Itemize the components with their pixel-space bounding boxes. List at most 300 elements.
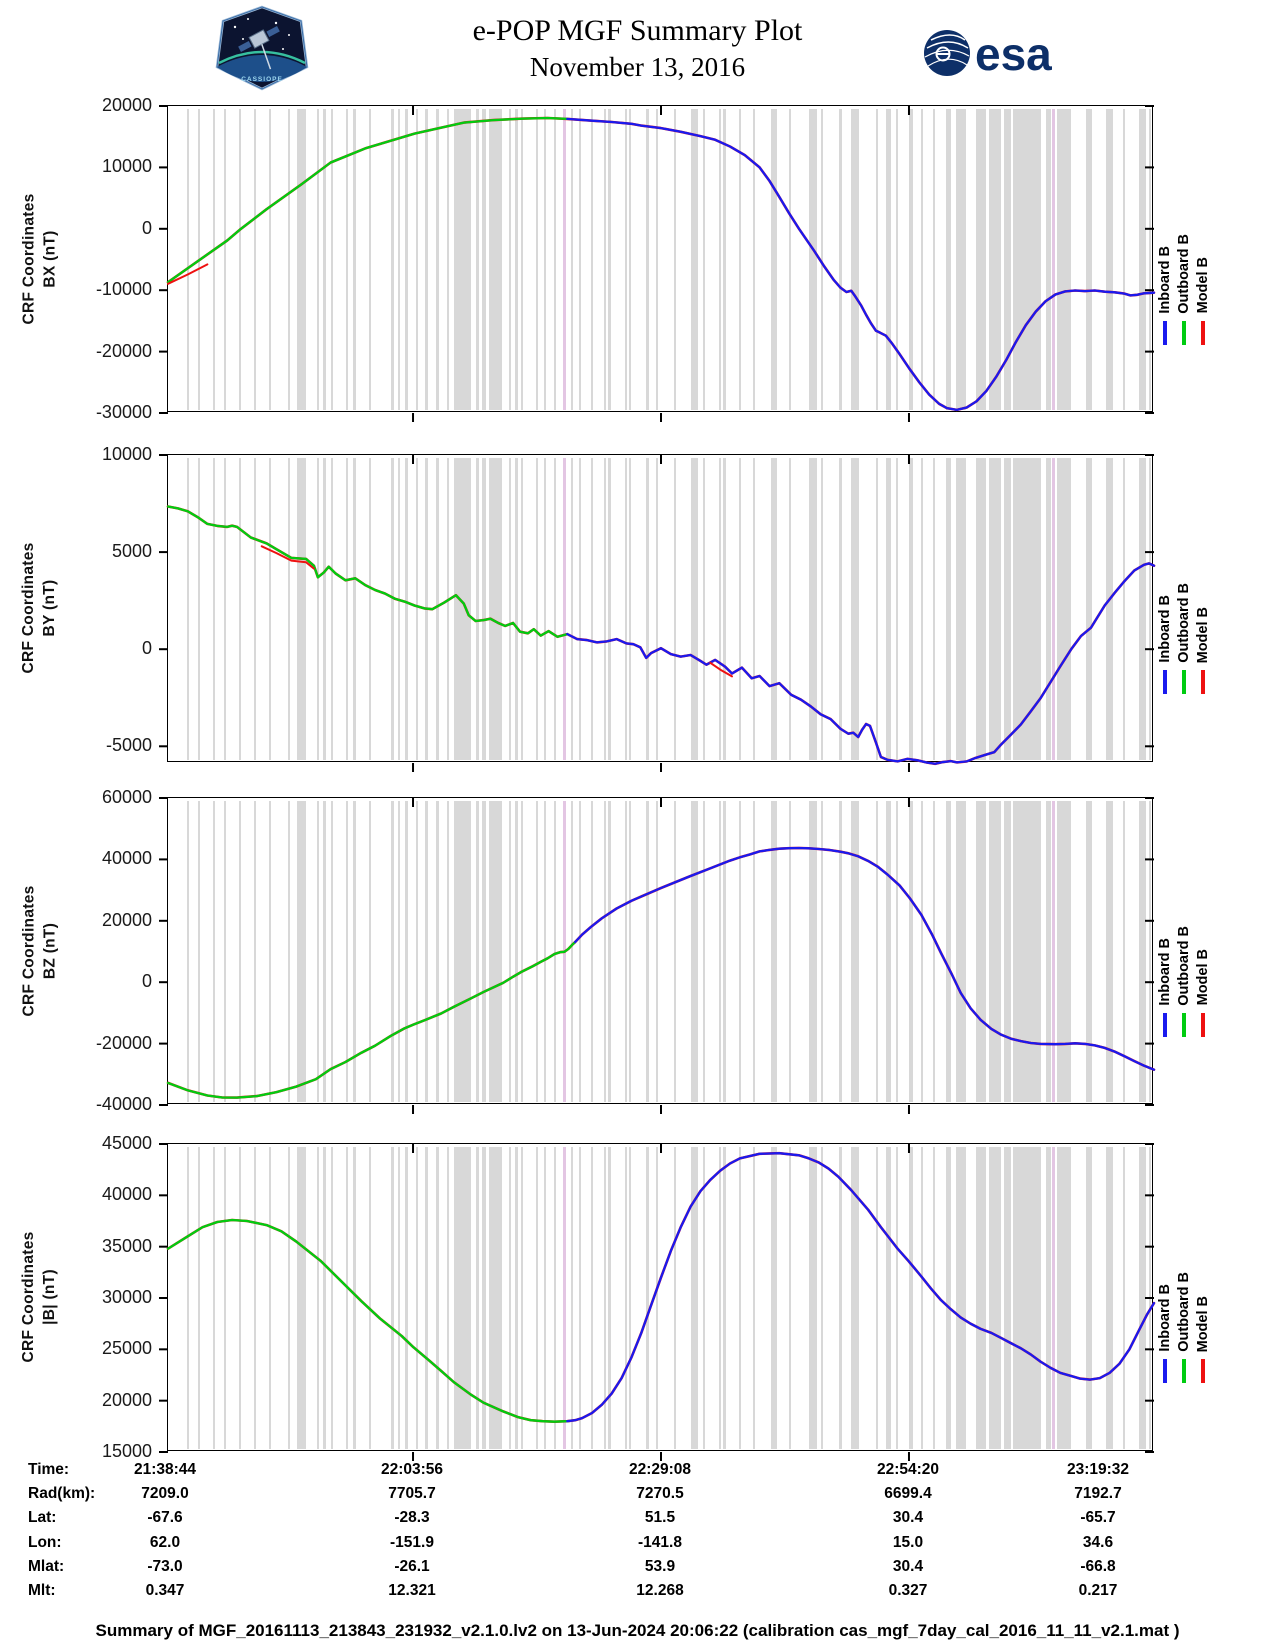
data-gap-band <box>436 1147 439 1449</box>
data-gap-band <box>515 458 518 760</box>
data-gap-band <box>331 1147 333 1449</box>
data-gap-band <box>187 801 189 1102</box>
data-gap-band <box>629 458 631 760</box>
outboard-b-curve <box>168 118 567 282</box>
table-cell: 21:38:44 <box>133 1461 197 1478</box>
data-gap-band <box>1013 801 1041 1102</box>
data-gap-band <box>1046 458 1051 760</box>
panel-bx <box>167 105 1153 412</box>
table-cell: 15.0 <box>892 1533 924 1551</box>
data-gap-band <box>674 801 676 1102</box>
table-row-label-time: Time: <box>28 1461 70 1478</box>
data-gap-band <box>771 1147 777 1449</box>
legend-by <box>1157 454 1221 762</box>
data-gap-band <box>398 801 400 1102</box>
data-gap-band <box>976 1147 986 1449</box>
data-gap-band <box>896 109 898 410</box>
data-gap-band <box>789 801 791 1102</box>
data-gap-band <box>554 458 556 760</box>
outboard-b-curve <box>168 507 567 637</box>
data-gap-band <box>317 458 319 760</box>
data-gap-band <box>239 458 241 760</box>
data-gap-band <box>425 1147 428 1449</box>
data-gap-band <box>416 1147 418 1449</box>
data-gap-band <box>719 801 721 1102</box>
data-gap-band <box>719 109 721 410</box>
y-tick-label: -20000 <box>95 1032 152 1053</box>
data-gap-band <box>317 109 319 410</box>
data-gap-band <box>719 1147 721 1449</box>
data-gap-band <box>976 801 986 1102</box>
data-gap-band <box>809 458 817 760</box>
data-gap-band <box>579 458 581 760</box>
data-gap-band <box>353 458 356 760</box>
legend-marker-model-b <box>1201 1359 1205 1383</box>
y-tick-label: 10000 <box>101 156 152 177</box>
legend-marker-outboard-b <box>1182 321 1186 345</box>
data-gap-band <box>509 458 511 760</box>
data-gap-band <box>921 109 923 410</box>
data-gap-band <box>254 1147 256 1449</box>
page-title: e-POP MGF Summary Plot <box>472 14 803 47</box>
y-tick-label: -10000 <box>95 279 152 300</box>
data-gap-band <box>554 109 556 410</box>
data-gap-band <box>989 109 1001 410</box>
event-marker-band <box>563 458 566 760</box>
data-gap-band <box>933 1147 935 1449</box>
data-gap-band <box>1004 109 1011 410</box>
data-gap-band <box>821 801 823 1102</box>
data-gap-band <box>608 1147 611 1449</box>
legend-bmag <box>1157 1143 1221 1451</box>
data-gap-band <box>921 1147 923 1449</box>
data-gap-band <box>851 801 859 1102</box>
table-cell: -66.8 <box>1080 1557 1116 1575</box>
data-gap-band <box>933 801 935 1102</box>
data-gap-band <box>544 458 546 760</box>
y-tick-label: 60000 <box>101 787 152 807</box>
data-gap-band <box>405 458 408 760</box>
table-cell: 30.4 <box>892 1557 924 1575</box>
data-gap-band <box>269 109 271 410</box>
data-gap-band <box>239 109 241 410</box>
data-gap-band <box>989 458 1001 760</box>
data-gap-band <box>297 109 306 410</box>
data-gap-band <box>933 458 935 760</box>
data-gap-band <box>656 801 658 1102</box>
data-gap-band <box>254 458 256 760</box>
data-gap-band <box>398 1147 400 1449</box>
data-gap-band <box>1057 458 1071 760</box>
data-gap-band <box>369 458 371 760</box>
outboard-b-curve <box>168 942 575 1098</box>
data-gap-band <box>416 109 418 410</box>
data-gap-band <box>608 458 611 760</box>
data-gap-band <box>323 801 326 1102</box>
data-gap-band <box>771 109 777 410</box>
data-gap-band <box>674 458 676 760</box>
data-gap-band <box>447 1147 449 1449</box>
data-gap-band <box>323 1147 326 1449</box>
data-gap-band <box>571 109 573 410</box>
event-marker-band <box>1052 1147 1055 1449</box>
table-cell: 0.217 <box>1078 1582 1118 1599</box>
data-gap-band <box>447 109 449 410</box>
table-cell: -65.7 <box>1080 1509 1116 1527</box>
data-gap-band <box>703 458 705 760</box>
data-gap-band <box>579 109 581 410</box>
data-gap-band <box>224 109 226 410</box>
data-gap-band <box>719 458 721 760</box>
data-gap-band <box>447 801 449 1102</box>
table-row-label-mlat: Mlat: <box>28 1557 65 1575</box>
data-gap-band <box>544 801 546 1102</box>
data-gap-band <box>739 801 741 1102</box>
y-tick-label: 30000 <box>101 1287 152 1307</box>
table-row-label-mlt: Mlt: <box>28 1582 56 1599</box>
event-marker-band <box>563 1147 566 1449</box>
table-cell: -67.6 <box>147 1509 183 1527</box>
y-tick-label: 40000 <box>101 1184 152 1205</box>
y-tick-label: 0 <box>141 217 152 238</box>
data-gap-band <box>317 1147 319 1449</box>
data-gap-band <box>753 109 755 410</box>
legend-label-model-b: Model B <box>1195 1295 1211 1352</box>
legend-marker-inboard-b <box>1163 321 1167 345</box>
data-gap-band <box>476 109 479 410</box>
panel-bz-canvas <box>168 798 1154 1105</box>
table-cell: -73.0 <box>147 1557 183 1575</box>
data-gap-band <box>1149 801 1151 1102</box>
legend-label-inboard-b: Inboard B <box>1157 937 1173 1006</box>
data-gap-band <box>1046 1147 1051 1449</box>
data-gap-band <box>839 109 842 410</box>
data-gap-band <box>509 801 511 1102</box>
axis-label-by: CRF Coordinates BY (nT) <box>20 542 58 674</box>
data-gap-band <box>454 458 471 760</box>
table-cell: 30.4 <box>892 1509 924 1527</box>
data-gap-band <box>876 109 878 410</box>
data-gap-band <box>509 1147 511 1449</box>
y-tick-label: 20000 <box>101 1389 152 1410</box>
table-cell: 22:03:56 <box>380 1461 444 1478</box>
data-gap-band <box>921 801 923 1102</box>
table-cell: 12.321 <box>388 1582 436 1599</box>
data-gap-band <box>536 801 538 1102</box>
table-cell: 0.347 <box>145 1582 185 1599</box>
data-gap-band <box>1004 458 1011 760</box>
panel-bmag-canvas <box>168 1144 1154 1452</box>
data-gap-band <box>789 109 791 410</box>
data-gap-band <box>239 801 241 1102</box>
legend-label-inboard-b: Inboard B <box>1157 1284 1173 1352</box>
data-gap-band <box>544 109 546 410</box>
data-gap-band <box>1123 458 1125 760</box>
data-gap-band <box>346 458 348 760</box>
data-gap-band <box>515 109 518 410</box>
data-gap-band <box>521 109 523 410</box>
data-gap-band <box>646 109 649 410</box>
data-gap-band <box>398 109 400 410</box>
data-gap-band <box>946 1147 951 1449</box>
data-gap-band <box>1057 109 1071 410</box>
legend-marker-model-b <box>1201 321 1205 345</box>
data-gap-band <box>454 801 471 1102</box>
data-gap-band <box>425 109 428 410</box>
data-gap-band <box>544 1147 546 1449</box>
panel-by-canvas <box>168 455 1154 763</box>
table-cell: 62.0 <box>149 1533 181 1551</box>
data-gap-band <box>723 109 726 410</box>
data-gap-band <box>1149 109 1151 410</box>
axis-label-bmag: CRF Coordinates |B| (nT) <box>20 1231 58 1363</box>
data-gap-band <box>369 109 371 410</box>
data-gap-band <box>369 1147 371 1449</box>
data-gap-band <box>447 458 449 760</box>
data-gap-band <box>369 801 371 1102</box>
y-tick-label: 35000 <box>101 1235 152 1256</box>
data-gap-band <box>656 458 658 760</box>
data-gap-band <box>839 801 842 1102</box>
data-gap-band <box>933 109 935 410</box>
data-gap-band <box>896 801 898 1102</box>
table-cell: 12.268 <box>636 1582 684 1599</box>
table-cell: 7209.0 <box>141 1485 189 1503</box>
data-gap-band <box>851 109 859 410</box>
data-gap-band <box>224 1147 226 1449</box>
data-gap-band <box>956 801 966 1102</box>
data-gap-band <box>956 109 966 410</box>
data-gap-band <box>1106 109 1113 410</box>
data-gap-band <box>956 1147 966 1449</box>
data-gap-band <box>946 109 951 410</box>
event-marker-band <box>1052 458 1055 760</box>
data-gap-band <box>405 109 408 410</box>
data-gap-band <box>297 1147 306 1449</box>
legend-marker-model-b <box>1201 1013 1205 1037</box>
legend-marker-outboard-b <box>1182 670 1186 694</box>
table-cell: 23:19:32 <box>1066 1461 1130 1478</box>
data-gap-band <box>674 109 676 410</box>
table-cell: -141.8 <box>638 1533 682 1551</box>
data-gap-band <box>1139 801 1146 1102</box>
table-row-label-radkm: Rad(km): <box>28 1485 96 1503</box>
data-gap-band <box>1139 458 1146 760</box>
data-gap-band <box>391 109 394 410</box>
data-gap-band <box>839 458 842 760</box>
data-gap-band <box>297 801 306 1102</box>
data-gap-band <box>1086 109 1092 410</box>
legend-label-model-b: Model B <box>1195 606 1211 663</box>
data-gap-band <box>288 1147 290 1449</box>
data-gap-band <box>839 1147 842 1449</box>
data-gap-band <box>1004 1147 1011 1449</box>
data-gap-band <box>876 801 878 1102</box>
data-gap-band <box>198 1147 200 1449</box>
data-gap-band <box>254 801 256 1102</box>
data-gap-band <box>1139 1147 1146 1449</box>
data-gap-band <box>703 801 705 1102</box>
data-gap-band <box>909 801 913 1102</box>
data-gap-band <box>703 109 705 410</box>
table-row-label-lat: Lat: <box>28 1509 57 1527</box>
data-gap-band <box>946 458 951 760</box>
data-gap-band <box>821 1147 823 1449</box>
data-gap-band <box>1004 801 1011 1102</box>
y-tick-label: 0 <box>141 638 152 659</box>
data-gap-band <box>579 801 581 1102</box>
data-gap-band <box>213 801 215 1102</box>
data-gap-band <box>739 458 741 760</box>
data-gap-band <box>886 1147 891 1449</box>
table-cell: 7192.7 <box>1074 1485 1122 1503</box>
data-gap-band <box>288 801 290 1102</box>
data-gap-band <box>591 1147 593 1449</box>
data-gap-band <box>771 801 777 1102</box>
table-cell: -28.3 <box>394 1509 430 1527</box>
data-gap-band <box>591 458 593 760</box>
data-gap-band <box>909 458 913 760</box>
data-gap-band <box>691 109 698 410</box>
data-gap-band <box>331 801 333 1102</box>
table-cell: 22:54:20 <box>876 1461 940 1478</box>
y-tick-label: 10000 <box>101 444 152 464</box>
legend-label-outboard-b: Outboard B <box>1176 233 1192 314</box>
data-gap-band <box>989 1147 1001 1449</box>
data-gap-band <box>476 458 479 760</box>
y-tick-label: 40000 <box>101 848 152 869</box>
y-tick-label: 5000 <box>111 541 152 562</box>
data-gap-band <box>691 801 698 1102</box>
outboard-b-curve <box>168 1220 567 1422</box>
data-gap-band <box>436 109 439 410</box>
data-gap-band <box>591 801 593 1102</box>
legend-marker-outboard-b <box>1182 1359 1186 1383</box>
data-gap-band <box>571 1147 573 1449</box>
data-gap-band <box>691 1147 698 1449</box>
data-gap-band <box>886 458 891 760</box>
data-gap-band <box>886 801 891 1102</box>
data-gap-band <box>416 801 418 1102</box>
legend-label-outboard-b: Outboard B <box>1176 583 1192 663</box>
data-gap-band <box>509 109 511 410</box>
data-gap-band <box>213 1147 215 1449</box>
data-gap-band <box>536 109 538 410</box>
data-gap-band <box>646 801 649 1102</box>
event-marker-band <box>563 109 566 410</box>
table-cell: 22:29:08 <box>628 1461 692 1478</box>
legend-marker-model-b <box>1201 670 1205 694</box>
legend-bz <box>1157 797 1221 1104</box>
data-gap-band <box>554 1147 556 1449</box>
legend-label-model-b: Model B <box>1195 257 1211 314</box>
y-tick-label: 15000 <box>101 1441 152 1461</box>
data-gap-band <box>239 1147 241 1449</box>
data-gap-band <box>391 1147 394 1449</box>
data-gap-band <box>187 458 189 760</box>
data-gap-band <box>323 109 326 410</box>
data-gap-band <box>691 458 698 760</box>
data-gap-band <box>946 801 951 1102</box>
data-gap-band <box>331 109 333 410</box>
legend-marker-outboard-b <box>1182 1013 1186 1037</box>
legend-label-outboard-b: Outboard B <box>1176 1272 1192 1352</box>
data-gap-band <box>579 1147 581 1449</box>
legend-label-inboard-b: Inboard B <box>1157 245 1173 314</box>
data-gap-band <box>1013 109 1041 410</box>
data-gap-band <box>353 1147 356 1449</box>
table-cell: 51.5 <box>644 1509 676 1527</box>
data-gap-band <box>591 109 593 410</box>
legend-marker-inboard-b <box>1163 670 1167 694</box>
data-gap-band <box>1046 801 1051 1102</box>
data-gap-band <box>625 1147 627 1449</box>
data-gap-band <box>604 801 606 1102</box>
data-gap-band <box>1057 801 1071 1102</box>
data-gap-band <box>876 1147 878 1449</box>
data-gap-band <box>753 801 755 1102</box>
y-tick-label: 45000 <box>101 1133 152 1153</box>
data-gap-band <box>921 458 923 760</box>
data-gap-band <box>269 801 271 1102</box>
data-gap-band <box>482 109 486 410</box>
data-gap-band <box>254 109 256 410</box>
data-gap-band <box>454 109 471 410</box>
data-gap-band <box>956 458 966 760</box>
data-gap-band <box>536 1147 538 1449</box>
data-gap-band <box>489 109 502 410</box>
data-gap-band <box>317 801 319 1102</box>
data-gap-band <box>656 1147 658 1449</box>
data-gap-band <box>674 1147 676 1449</box>
data-gap-band <box>646 458 649 760</box>
data-gap-band <box>398 458 400 760</box>
esa-logo-text: esa <box>975 28 1052 80</box>
event-marker-band <box>1052 109 1055 410</box>
data-gap-band <box>346 1147 348 1449</box>
data-gap-band <box>789 458 791 760</box>
legend-marker-inboard-b <box>1163 1013 1167 1037</box>
data-gap-band <box>886 109 891 410</box>
data-gap-band <box>809 1147 817 1449</box>
data-gap-band <box>198 458 200 760</box>
data-gap-band <box>489 458 502 760</box>
data-gap-band <box>436 458 439 760</box>
data-gap-band <box>521 801 523 1102</box>
data-gap-band <box>723 1147 726 1449</box>
data-gap-band <box>436 801 439 1102</box>
data-gap-band <box>656 109 658 410</box>
data-gap-band <box>187 109 189 410</box>
data-gap-band <box>198 801 200 1102</box>
data-gap-band <box>536 458 538 760</box>
data-gap-band <box>476 1147 479 1449</box>
data-gap-band <box>703 1147 705 1449</box>
panel-bz <box>167 797 1153 1104</box>
y-tick-label: 0 <box>141 971 152 992</box>
y-tick-label: -30000 <box>95 402 152 422</box>
data-gap-band <box>521 458 523 760</box>
data-gap-band <box>876 458 878 760</box>
data-gap-band <box>723 458 726 760</box>
data-gap-band <box>224 458 226 760</box>
data-gap-band <box>851 458 859 760</box>
y-tick-label: -20000 <box>95 340 152 361</box>
data-gap-band <box>723 801 726 1102</box>
data-gap-band <box>391 458 394 760</box>
footer-summary-text: Summary of MGF_20161113_213843_231932_v2.1.0.lv2 on 13-Jun-2024 20:06:22 (calibration cas_mgf_7day_cal_2016_11_11_v2.1.mat ) <box>95 1621 1180 1640</box>
data-gap-band <box>909 109 913 410</box>
